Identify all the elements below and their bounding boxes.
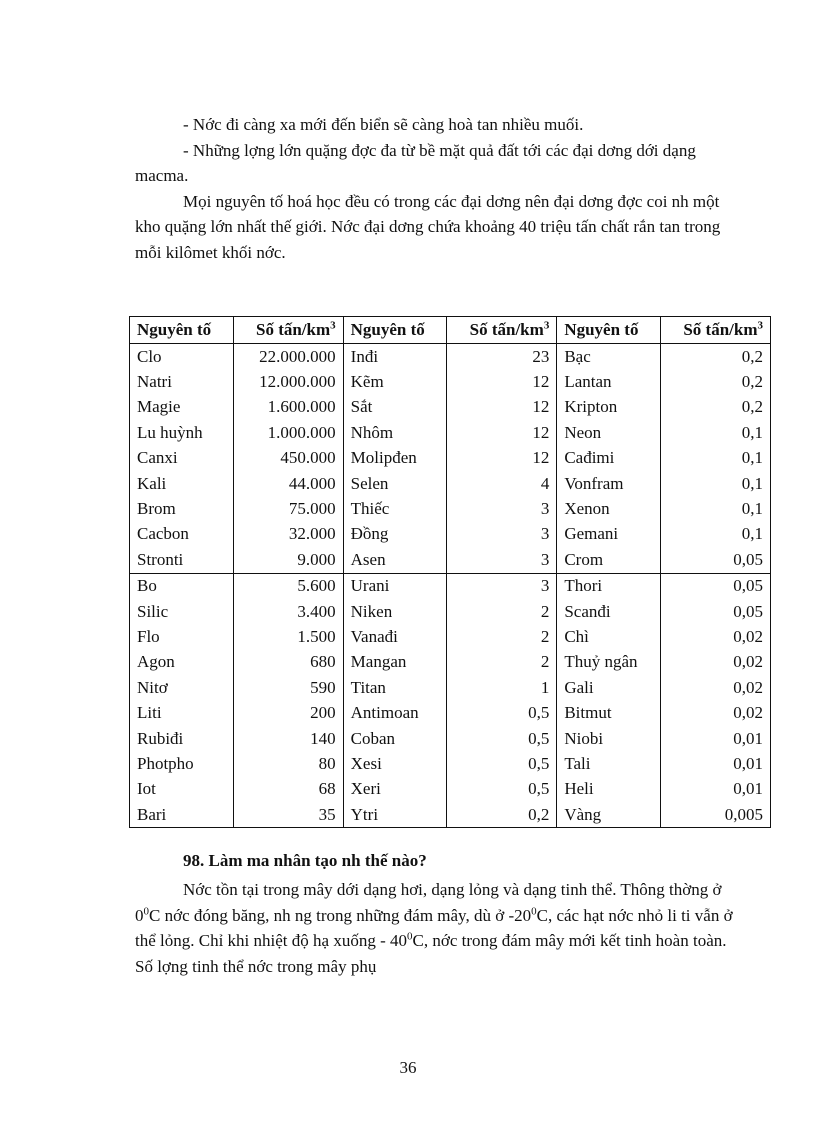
table-row [130,802,771,828]
element-name: Asen [343,547,447,573]
table-row [130,726,771,751]
element-name: Nhôm [343,420,447,445]
element-name: Heli [557,777,661,802]
table-row [130,369,771,394]
element-name: Rubiđi [130,726,234,751]
table-row [130,675,771,700]
element-amount: 32.000 [233,522,343,547]
element-name: Mangan [343,650,447,675]
table-row [130,522,771,547]
element-name: Clo [130,344,234,370]
element-abundance-table [129,316,771,828]
element-name: Agon [130,650,234,675]
element-amount: 1.600.000 [233,395,343,420]
element-amount: 1 [447,675,557,700]
element-amount: 1.000.000 [233,420,343,445]
element-amount: 0,005 [660,802,770,828]
table-row [130,700,771,725]
section-text: Nớc tồn tại trong mây dới dạng hơi, dạng lỏng và dạng tinh thể. Thông thờng ở $0^0C$ nớc đóng băng, nh ng trong những đám mây, dù ở $-20^0C$, các hạt nớc nhỏ li ti vẫn ở thể lỏng. Chỉ khi nhiệt độ hạ xuống - $40^0C$, nớc trong đám mây mới kết tinh hoàn toàn. Số lợng tinh thể nớc trong mây phụ [135,880,733,976]
table-row [130,471,771,496]
element-amount: 0,5 [447,726,557,751]
section-paragraph [135,877,740,979]
element-name: Vàng [557,802,661,828]
element-amount: 2 [447,624,557,649]
table-row [130,599,771,624]
element-amount: 3 [447,573,557,599]
element-name: Bạc [557,344,661,370]
element-amount: 0,02 [660,675,770,700]
element-name: Liti [130,700,234,725]
table-row [130,446,771,471]
element-amount: 3 [447,547,557,573]
element-name: Flo [130,624,234,649]
element-amount: 450.000 [233,446,343,471]
page-number: 36 [399,1058,417,1077]
element-amount: 12 [447,420,557,445]
element-amount: 0,05 [660,547,770,573]
element-name: Kali [130,471,234,496]
table-row [130,344,771,370]
element-name: Chì [557,624,661,649]
element-amount: 1.500 [233,624,343,649]
element-name: Vanađi [343,624,447,649]
element-name: Tali [557,751,661,776]
table-header-row [130,317,771,344]
element-amount: 0,02 [660,700,770,725]
element-name: Cacbon [130,522,234,547]
element-amount: 9.000 [233,547,343,573]
element-amount: 35 [233,802,343,828]
table-row [130,395,771,420]
table-row [130,650,771,675]
element-name: Stronti [130,547,234,573]
element-name: Molipđen [343,446,447,471]
table-row [130,777,771,802]
element-name: Sắt [343,395,447,420]
element-name: Titan [343,675,447,700]
element-amount: 680 [233,650,343,675]
element-amount: 0,02 [660,650,770,675]
element-amount: 75.000 [233,496,343,521]
element-name: Silic [130,599,234,624]
element-amount: 68 [233,777,343,802]
header-element: Nguyên tố [557,317,661,344]
element-amount: 22.000.000 [233,344,343,370]
element-name: Urani [343,573,447,599]
section-title: 98. Làm ma nhân tạo nh thế nào? [183,851,427,870]
element-name: Lu huỳnh [130,420,234,445]
element-amount: 0,2 [660,369,770,394]
element-name: Thuỷ ngân [557,650,661,675]
element-name: Cađimi [557,446,661,471]
element-amount: 0,5 [447,700,557,725]
element-name: Canxi [130,446,234,471]
element-amount: 12.000.000 [233,369,343,394]
element-name: Xenon [557,496,661,521]
element-amount: 3 [447,522,557,547]
element-amount: 2 [447,650,557,675]
element-amount: 0,05 [660,573,770,599]
element-name: Gemani [557,522,661,547]
element-name: Xeri [343,777,447,802]
intro-paragraphs [135,112,740,265]
element-name: Antimoan [343,700,447,725]
element-name: Coban [343,726,447,751]
element-amount: 0,2 [447,802,557,828]
element-name: Bitmut [557,700,661,725]
element-name: Crom [557,547,661,573]
element-name: Kripton [557,395,661,420]
element-name: Nitơ [130,675,234,700]
element-name: Thori [557,573,661,599]
element-amount: 12 [447,369,557,394]
intro-line: - Những lợng lớn quặng đợc đa từ bề mặt quả đất tới các đại dơng dới dạng macma. [135,140,696,185]
element-amount: 0,02 [660,624,770,649]
element-amount: 0,2 [660,395,770,420]
header-amount: Số tấn/$km^3$ [447,317,557,344]
element-name: Brom [130,496,234,521]
element-amount: 0,1 [660,446,770,471]
element-name: Kẽm [343,369,447,394]
element-amount: 4 [447,471,557,496]
element-amount: 12 [447,446,557,471]
element-amount: 2 [447,599,557,624]
element-amount: 0,05 [660,599,770,624]
element-name: Iot [130,777,234,802]
table-row [130,547,771,573]
element-amount: 0,01 [660,777,770,802]
element-name: Niobi [557,726,661,751]
element-name: Selen [343,471,447,496]
element-amount: 0,1 [660,420,770,445]
element-name: Natri [130,369,234,394]
header-amount: Số tấn/$km^3$ [233,317,343,344]
element-amount: 0,5 [447,777,557,802]
table-row [130,751,771,776]
element-name: Bo [130,573,234,599]
header-element: Nguyên tố [130,317,234,344]
element-name: Lantan [557,369,661,394]
element-name: Scanđi [557,599,661,624]
element-amount: 0,2 [660,344,770,370]
element-amount: 200 [233,700,343,725]
element-amount: 0,01 [660,751,770,776]
element-amount: 23 [447,344,557,370]
intro-line: - Nớc đi càng xa mới đến biển sẽ càng hoà tan nhiều muối. [183,115,584,134]
element-name: Neon [557,420,661,445]
table-body [130,344,771,828]
element-amount: 0,5 [447,751,557,776]
element-amount: 5.600 [233,573,343,599]
element-amount: 3.400 [233,599,343,624]
element-amount: 0,1 [660,471,770,496]
element-amount: 590 [233,675,343,700]
element-name: Vonfram [557,471,661,496]
element-amount: 12 [447,395,557,420]
element-name: Bari [130,802,234,828]
element-name: Niken [343,599,447,624]
element-name: Photpho [130,751,234,776]
element-amount: 80 [233,751,343,776]
intro-line: Mọi nguyên tố hoá học đều có trong các đại dơng nên đại dơng đợc coi nh một kho quặng lớn nhất thế giới. Nớc đại dơng chứa khoảng 40 triệu tấn chất rắn tan trong mỗi kilômet khối nớc. [135,191,721,262]
table-row [130,573,771,599]
header-amount: Số tấn/$km^3$ [660,317,770,344]
table-row [130,496,771,521]
element-amount: 44.000 [233,471,343,496]
element-amount: 140 [233,726,343,751]
table-row [130,420,771,445]
element-amount: 0,01 [660,726,770,751]
element-amount: 3 [447,496,557,521]
element-name: Ytri [343,802,447,828]
element-name: Đồng [343,522,447,547]
element-amount: 0,1 [660,522,770,547]
header-element: Nguyên tố [343,317,447,344]
element-name: Magie [130,395,234,420]
element-name: Gali [557,675,661,700]
element-name: Xesi [343,751,447,776]
element-amount: 0,1 [660,496,770,521]
element-name: Inđi [343,344,447,370]
element-name: Thiếc [343,496,447,521]
table-row [130,624,771,649]
